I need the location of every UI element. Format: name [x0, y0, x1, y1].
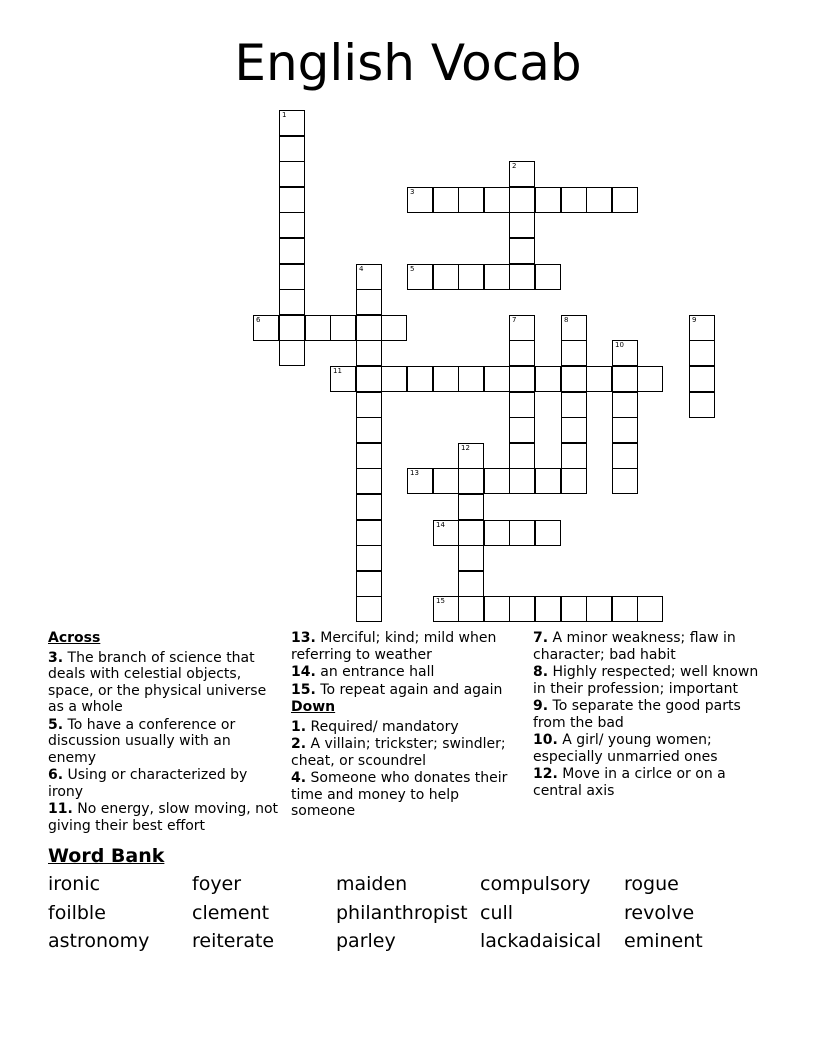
- grid-cell[interactable]: [509, 161, 535, 187]
- grid-cell[interactable]: [535, 187, 561, 213]
- cell-number: 8: [564, 316, 569, 324]
- grid-cell[interactable]: [458, 596, 484, 622]
- grid-cell[interactable]: [586, 366, 612, 392]
- grid-cell[interactable]: [279, 264, 305, 290]
- grid-cell[interactable]: [253, 315, 279, 341]
- grid-cell[interactable]: [356, 545, 382, 571]
- cell-number: 2: [512, 162, 517, 170]
- grid-cell[interactable]: [458, 520, 484, 546]
- grid-cell[interactable]: [561, 392, 587, 418]
- word-bank-item: lackadaisical: [480, 930, 602, 952]
- grid-cell[interactable]: [279, 187, 305, 213]
- cell-number: 5: [410, 265, 415, 273]
- grid-cell[interactable]: [612, 468, 638, 494]
- grid-cell[interactable]: [433, 366, 459, 392]
- grid-cell[interactable]: [509, 366, 535, 392]
- grid-cell[interactable]: [356, 596, 382, 622]
- grid-cell[interactable]: [458, 366, 484, 392]
- word-bank-item: foyer: [192, 873, 242, 895]
- grid-cell[interactable]: [433, 468, 459, 494]
- cell-number: 14: [436, 521, 445, 529]
- grid-cell[interactable]: [356, 494, 382, 520]
- clue-down-9: [533, 698, 768, 731]
- grid-cell[interactable]: [407, 187, 433, 213]
- grid-cell[interactable]: [535, 596, 561, 622]
- grid-cell[interactable]: [561, 315, 587, 341]
- clue-down-1: [291, 719, 526, 736]
- clue-down-7: [533, 630, 768, 663]
- clue-text: No energy, slow moving, not giving their best effort: [48, 801, 279, 834]
- grid-cell[interactable]: [279, 340, 305, 366]
- clue-text: Highly respected; well known in their profession; important: [533, 664, 759, 697]
- grid-cell[interactable]: [279, 161, 305, 187]
- grid-cell[interactable]: [330, 366, 356, 392]
- grid-cell[interactable]: [356, 520, 382, 546]
- grid-cell[interactable]: [612, 443, 638, 469]
- clue-column-2: [291, 630, 526, 821]
- clue-number: 7.: [533, 630, 549, 646]
- grid-cell[interactable]: [535, 264, 561, 290]
- cell-number: 12: [461, 444, 470, 452]
- grid-cell[interactable]: [458, 571, 484, 597]
- word-bank-item: maiden: [336, 873, 408, 895]
- clue-text: The branch of science that deals with celestial objects, space, or the physical universe as a whole: [48, 649, 267, 715]
- grid-cell[interactable]: [561, 596, 587, 622]
- cell-number: 9: [692, 316, 697, 324]
- clue-text: To repeat again and again: [320, 681, 503, 698]
- clue-text: A villain; trickster; swindler; cheat, or scoundrel: [291, 736, 506, 769]
- word-bank-item: parley: [336, 930, 396, 952]
- clue-number: 3.: [48, 649, 64, 666]
- clue-number: 13.: [291, 630, 316, 646]
- grid-cell[interactable]: [509, 212, 535, 238]
- grid-cell[interactable]: [279, 136, 305, 162]
- grid-cell[interactable]: [561, 468, 587, 494]
- grid-cell[interactable]: [279, 289, 305, 315]
- cell-number: 7: [512, 316, 517, 324]
- word-bank-item: ironic: [48, 873, 101, 895]
- clue-across-13: [291, 630, 526, 663]
- clue-number: 1.: [291, 718, 307, 735]
- cell-number: 1: [282, 111, 287, 119]
- clue-text: Using or characterized by irony: [48, 767, 248, 800]
- word-bank: [48, 872, 768, 962]
- grid-cell[interactable]: [356, 315, 382, 341]
- grid-cell[interactable]: [356, 417, 382, 443]
- clue-number: 11.: [48, 801, 73, 817]
- grid-cell[interactable]: [509, 264, 535, 290]
- clue-down-10: [533, 732, 768, 765]
- grid-cell[interactable]: [561, 187, 587, 213]
- grid-cell[interactable]: [279, 110, 305, 136]
- grid-cell[interactable]: [356, 392, 382, 418]
- clue-down-2: [291, 736, 526, 769]
- clue-number: 10.: [533, 732, 558, 748]
- grid-cell[interactable]: [637, 596, 663, 622]
- grid-cell[interactable]: [356, 264, 382, 290]
- grid-cell[interactable]: [509, 340, 535, 366]
- grid-cell[interactable]: [305, 315, 331, 341]
- word-bank-item: clement: [192, 902, 270, 924]
- word-bank-item: compulsory: [480, 873, 591, 895]
- grid-cell[interactable]: [356, 443, 382, 469]
- clue-text: Someone who donates their time and money to help someone: [291, 770, 508, 819]
- grid-cell[interactable]: [356, 289, 382, 315]
- clue-text: Required/ mandatory: [310, 718, 459, 735]
- grid-cell[interactable]: [458, 468, 484, 494]
- grid-cell[interactable]: [561, 443, 587, 469]
- grid-cell[interactable]: [509, 238, 535, 264]
- word-bank-item: astronomy: [48, 930, 150, 952]
- clue-across-3: [48, 650, 283, 716]
- clue-text: A minor weakness; flaw in character; bad habit: [533, 630, 736, 663]
- grid-cell[interactable]: [509, 468, 535, 494]
- across-heading: Across: [48, 630, 101, 646]
- grid-cell[interactable]: [509, 443, 535, 469]
- grid-cell[interactable]: [458, 545, 484, 571]
- grid-cell[interactable]: [458, 264, 484, 290]
- grid-cell[interactable]: [612, 340, 638, 366]
- grid-cell[interactable]: [433, 596, 459, 622]
- grid-cell[interactable]: [689, 366, 715, 392]
- clue-across-11: [48, 801, 283, 834]
- grid-cell[interactable]: [458, 443, 484, 469]
- clue-number: 4.: [291, 770, 307, 786]
- grid-cell[interactable]: [689, 315, 715, 341]
- grid-cell[interactable]: [407, 264, 433, 290]
- grid-cell[interactable]: [509, 187, 535, 213]
- clue-number: 12.: [533, 766, 558, 782]
- word-bank-item: foilble: [48, 902, 106, 924]
- grid-cell[interactable]: [535, 468, 561, 494]
- grid-cell[interactable]: [433, 187, 459, 213]
- down-heading: Down: [291, 699, 336, 715]
- grid-cell[interactable]: [637, 366, 663, 392]
- clue-down-8: [533, 664, 768, 697]
- grid-cell[interactable]: [484, 520, 510, 546]
- grid-cell[interactable]: [484, 264, 510, 290]
- grid-cell[interactable]: [561, 366, 587, 392]
- grid-cell[interactable]: [612, 187, 638, 213]
- grid-cell[interactable]: [484, 187, 510, 213]
- cell-number: 4: [359, 265, 364, 273]
- clue-number: 14.: [291, 664, 316, 680]
- grid-cell[interactable]: [433, 264, 459, 290]
- grid-cell[interactable]: [484, 366, 510, 392]
- word-bank-title: Word Bank: [48, 845, 165, 867]
- cell-number: 3: [410, 188, 415, 196]
- word-bank-item: eminent: [624, 930, 703, 952]
- clue-across-14: [291, 664, 526, 681]
- clue-number: 8.: [533, 664, 549, 680]
- clue-text: To separate the good parts from the bad: [533, 698, 741, 731]
- clue-column-1: [48, 630, 283, 835]
- grid-cell[interactable]: [458, 187, 484, 213]
- clue-number: 2.: [291, 736, 307, 752]
- grid-cell[interactable]: [509, 315, 535, 341]
- grid-cell[interactable]: [561, 417, 587, 443]
- grid-cell[interactable]: [484, 596, 510, 622]
- grid-cell[interactable]: [356, 468, 382, 494]
- clue-down-4: [291, 770, 526, 820]
- clue-text: Move in a cirlce or on a central axis: [533, 766, 726, 799]
- grid-cell[interactable]: [586, 596, 612, 622]
- grid-cell[interactable]: [689, 392, 715, 418]
- grid-cell[interactable]: [433, 520, 459, 546]
- grid-cell[interactable]: [381, 315, 407, 341]
- cell-number: 10: [615, 341, 624, 349]
- clue-column-3: [533, 630, 768, 800]
- grid-cell[interactable]: [509, 417, 535, 443]
- grid-cell[interactable]: [586, 187, 612, 213]
- clue-down-12: [533, 766, 768, 799]
- clue-across-6: [48, 767, 283, 800]
- grid-cell[interactable]: [458, 494, 484, 520]
- grid-cell[interactable]: [689, 340, 715, 366]
- cell-number: 6: [256, 316, 261, 324]
- grid-cell[interactable]: [484, 468, 510, 494]
- grid-cell[interactable]: [407, 366, 433, 392]
- clue-across-5: [48, 717, 283, 767]
- grid-cell[interactable]: [535, 520, 561, 546]
- grid-cell[interactable]: [561, 340, 587, 366]
- word-bank-item: cull: [480, 902, 514, 924]
- clue-text: A girl/ young women; especially unmarried ones: [533, 732, 718, 765]
- cell-number: 11: [333, 367, 342, 375]
- grid-cell[interactable]: [612, 366, 638, 392]
- grid-cell[interactable]: [612, 596, 638, 622]
- clue-text: To have a conference or discussion usually with an enemy: [48, 716, 236, 766]
- grid-cell[interactable]: [381, 366, 407, 392]
- grid-cell[interactable]: [612, 417, 638, 443]
- clue-number: 6.: [48, 767, 64, 783]
- word-bank-item: reiterate: [192, 930, 275, 952]
- grid-cell[interactable]: [330, 315, 356, 341]
- clue-across-15: [291, 682, 526, 699]
- cell-number: 15: [436, 597, 445, 605]
- word-bank-item: philanthropist: [336, 902, 468, 924]
- grid-cell[interactable]: [279, 212, 305, 238]
- grid-cell[interactable]: [279, 315, 305, 341]
- clue-text: Merciful; kind; mild when referring to weather: [291, 630, 497, 663]
- clue-number: 9.: [533, 698, 549, 714]
- clue-number: 5.: [48, 716, 64, 733]
- clue-number: 15.: [291, 681, 316, 698]
- cell-number: 13: [410, 469, 419, 477]
- grid-cell[interactable]: [356, 571, 382, 597]
- grid-cell[interactable]: [356, 366, 382, 392]
- grid-cell[interactable]: [612, 392, 638, 418]
- grid-cell[interactable]: [509, 520, 535, 546]
- word-bank-item: revolve: [624, 902, 695, 924]
- grid-cell[interactable]: [356, 340, 382, 366]
- grid-cell[interactable]: [279, 238, 305, 264]
- clue-text: an entrance hall: [320, 664, 435, 680]
- grid-cell[interactable]: [509, 392, 535, 418]
- word-bank-item: rogue: [624, 873, 679, 895]
- puzzle-title: English Vocab: [234, 34, 582, 92]
- grid-cell[interactable]: [535, 366, 561, 392]
- grid-cell[interactable]: [509, 596, 535, 622]
- grid-cell[interactable]: [407, 468, 433, 494]
